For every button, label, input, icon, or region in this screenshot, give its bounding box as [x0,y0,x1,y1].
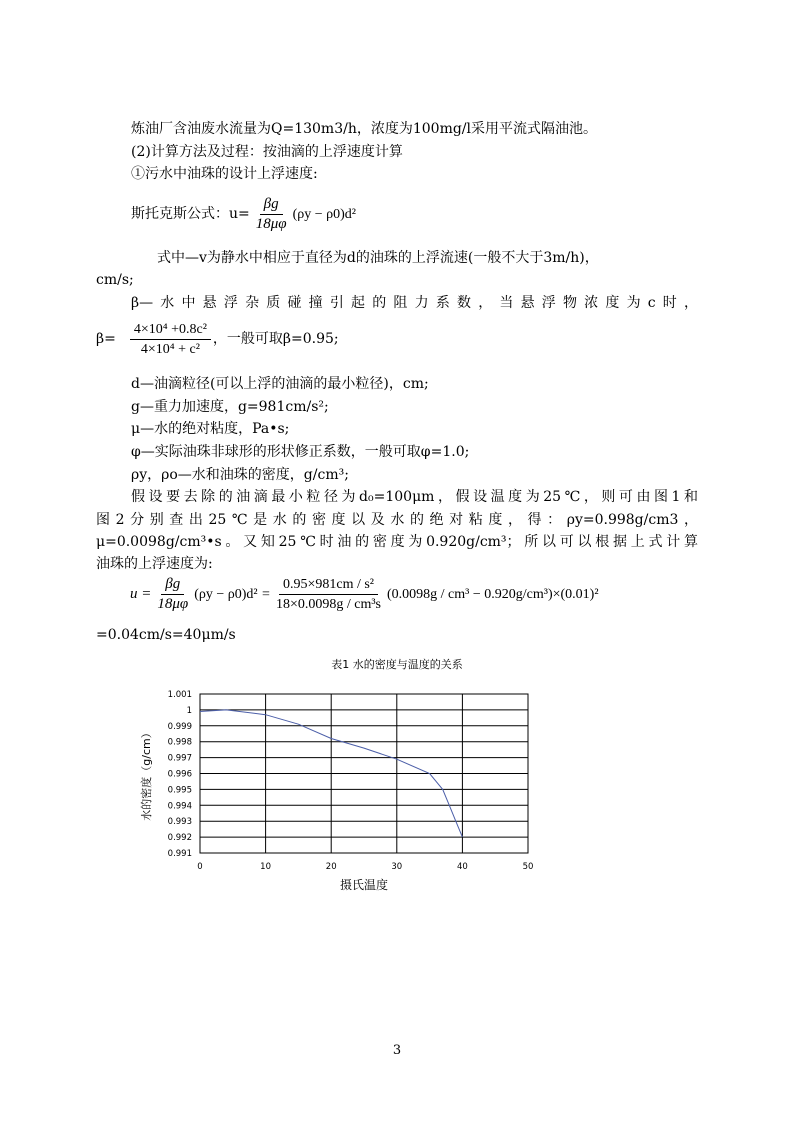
x-axis-ticks [197,862,533,872]
beta-numerator: 4×10⁴ +0.8c² [130,321,211,340]
calc-tail: (0.0098g / cm³ − 0.920g/cm³)×(0.01)² [387,587,599,602]
calc-fraction-2 [272,576,385,613]
y-tick-label: 0.994 [167,801,192,812]
x-tick-label: 30 [391,862,403,872]
table-caption: 表1 水的密度与温度的关系 [331,658,463,671]
y-axis-label: 水的密度（g/cm） [140,727,153,821]
x-tick-label: 20 [325,862,337,872]
page-number: 3 [392,1043,402,1058]
stokes-label: 斯托克斯公式：u= [131,206,250,222]
y-tick-label: 0.991 [167,849,192,859]
calculation-formula [130,568,599,621]
calc-paren-1: (ρy − ρ0)d² [194,587,258,602]
beta-denominator: 4×10⁴ + c² [140,341,200,357]
beta-definition-line: β—水中悬浮杂质碰撞引起的阻力系数，当悬浮物浓度为c时， [131,295,698,311]
text-line-2: (2)计算方法及过程：按油滴的上浮速度计算 [131,144,403,160]
assume-line-4: 油珠的上浮速度为: [96,556,213,572]
beta-label: β= [96,331,116,347]
assume-line-2: 图2分别查出25℃是水的密度以及水的绝对粘度，得：ρy=0.998g/cm3， [96,512,698,528]
y-tick-label: 0.995 [167,785,192,796]
density-temperature-chart [130,680,560,900]
beta-formula [96,318,339,360]
text-line-1: 炼油厂含油废水流量为Q=130m3/h，浓度为100mg/l采用平流式隔油池。 [131,121,597,137]
calc-denominator-2: 18×0.0098g / cm³s [275,596,381,612]
v-definition-line-2: cm/s; [96,272,134,288]
calc-numerator-2: 0.95×981cm / s² [279,576,378,595]
y-tick-label: 0.993 [167,817,192,828]
x-axis-label: 摄氏温度 [339,878,389,892]
y-tick-label: 0.999 [167,721,192,732]
y-tick-label: 0.992 [167,833,192,844]
x-tick-label: 0 [197,862,203,872]
d-definition: d—油滴粒径(可以上浮的油滴的最小粒径)，cm; [131,376,429,392]
y-tick-label: 0.996 [167,769,192,780]
x-tick-label: 40 [456,862,468,872]
x-tick-label: 50 [522,862,534,872]
stokes-denominator: 18μφ [255,215,287,232]
y-tick-label: 1.001 [167,690,192,700]
calc-denominator-1: 18μφ [157,595,189,612]
beta-fraction [130,321,211,358]
assume-line-3: μ=0.0098g/cm³•s。又知25℃时油的密度为0.920g/cm³；所以可以根据上式计算 [96,534,698,550]
mu-definition: μ—水的绝对粘度，Pa•s; [131,421,290,437]
calc-fraction-1 [153,576,192,613]
g-definition: g—重力加速度，g=981cm/s²; [131,399,329,415]
y-tick-label: 1 [186,705,192,716]
chart-grid [200,694,528,853]
calc-equals: = [262,587,270,602]
stokes-numerator: βg [260,196,283,215]
phi-definition: φ—实际油珠非球形的形状修正系数，一般可取φ=1.0; [131,444,470,460]
text-line-3: ①污水中油珠的设计上浮速度: [131,166,318,182]
y-tick-label: 0.997 [167,753,192,764]
calc-numerator-1: βg [161,576,184,595]
result-line: =0.04cm/s=40μm/s [96,627,236,643]
v-definition-line-1: 式中—v为静水中相应于直径为d的油珠的上浮流速(一般不大于3m/h)， [157,250,599,266]
stokes-formula [131,193,356,236]
y-tick-label: 0.998 [167,737,192,748]
rho-definition: ρy，ρo—水和油珠的密度，g/cm³; [131,467,349,483]
calc-lhs: u = [130,586,152,602]
x-tick-label: 10 [260,862,272,872]
stokes-paren: (ρy − ρ0)d² [292,207,356,222]
stokes-fraction [252,196,291,233]
y-axis-ticks [168,690,192,859]
beta-tail: ，一般可取β=0.95; [212,331,339,347]
assume-line-1: 假设要去除的油滴最小粒径为d₀=100μm，假设温度为25℃，则可由图1和 [131,489,698,505]
